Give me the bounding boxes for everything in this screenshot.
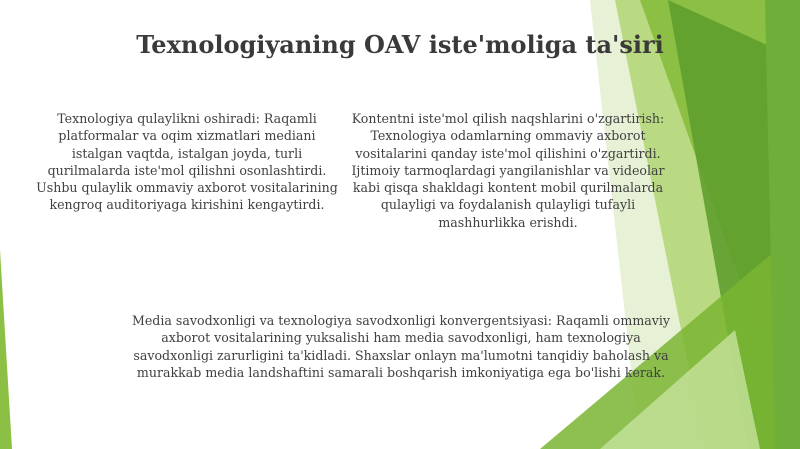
paragraph-convenience: Texnologiya qulaylikni oshiradi: Raqamli platformalar va oqim xizmatlari mediani istalgan vaqtda, istalgan joyda, turli qurilmalarda iste'mol qilishni osonlashtirdi. Ushbu qulaylik ommaviy axborot vositalarining kengroq auditoriyaga kirishini kengaytirdi. — [36, 111, 338, 213]
slide-title: Texnologiyaning OAV iste'moliga ta'siri — [136, 30, 664, 59]
left-green-strip — [0, 250, 12, 449]
paragraph-literacy-convergence: Media savodxonligi va texnologiya savodxonligi konvergentsiyasi: Raqamli ommaviy axborot vositalarining yuksalishi ham media savodxonligi, ham texnologiya savodxonligi zarurligini ta'kidladi. Shaxslar onlayn ma'lumotni tanqidiy baholash va murakkab media landshaftini samarali boshqarish imkoniyatiga ega bo'lishi kerak. — [131, 313, 671, 380]
paragraph-consumption-patterns: Kontentni iste'mol qilish naqshlarini o'zgartirish: Texnologiya odamlarning ommaviy axborot vositalarini qanday iste'mol qilishini o'zgartirdi. Ijtimoiy tarmoqlardagi yangilanishlar va videolar kabi qisqa shakldagi kontent mobil qurilmalarda qulayligi va foydalanish qulayligi tufayli mashhurlikka erishdi. — [351, 111, 665, 230]
